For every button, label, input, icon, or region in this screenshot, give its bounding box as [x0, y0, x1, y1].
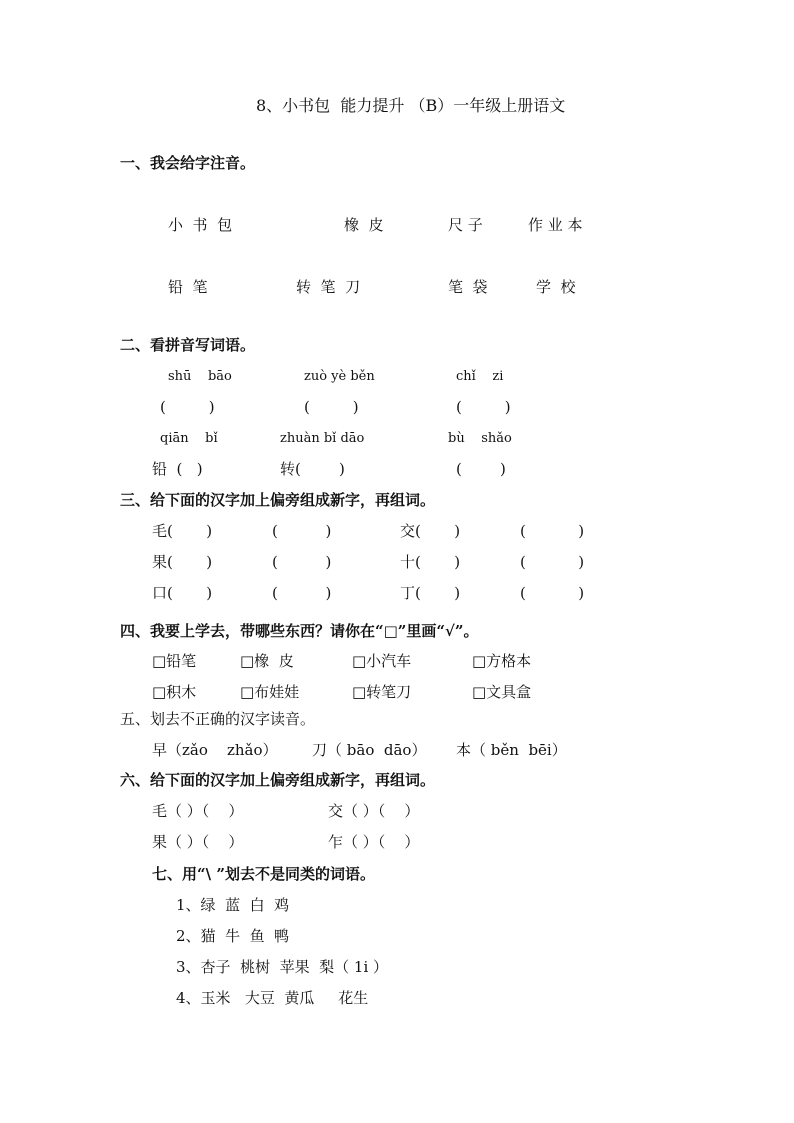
- pinyin: zhuàn bǐ dāo: [280, 431, 365, 446]
- checkbox-item[interactable]: □文具盒: [472, 683, 532, 701]
- checkbox-item[interactable]: □布娃娃: [240, 683, 300, 701]
- section-4-heading: 四、我要上学去，带哪些东西？请你在“□”里画“√”。: [120, 622, 479, 640]
- section-5-heading: 五、划去不正确的汉字读音。: [120, 710, 316, 728]
- checkbox-item[interactable]: □方格本: [472, 652, 532, 670]
- s5-item[interactable]: 早（zǎo zhǎo）: [152, 741, 278, 759]
- checkbox-item[interactable]: □转笔刀: [352, 683, 412, 701]
- s1-word: 橡 皮: [344, 216, 384, 234]
- s3-cell[interactable]: ( ): [520, 584, 585, 602]
- s5-item[interactable]: 刀（ bāo dāo）: [312, 741, 427, 759]
- s6-cell[interactable]: 果（ ）（ ）: [152, 833, 244, 851]
- page-title: 8、小书包 能力提升 （B）一年级上册语文: [256, 96, 566, 115]
- answer-blank[interactable]: ( ): [456, 460, 506, 478]
- checkbox-item[interactable]: □小汽车: [352, 652, 412, 670]
- s3-cell[interactable]: ( ): [272, 584, 332, 602]
- s3-cell[interactable]: ( ): [272, 553, 332, 571]
- section-1-heading: 一、我会给字注音。: [120, 154, 256, 172]
- s3-cell[interactable]: 口( ): [152, 584, 213, 602]
- pinyin: chǐ zi: [456, 369, 504, 384]
- checkbox-item[interactable]: □积木: [152, 683, 197, 701]
- answer-blank[interactable]: 铅 ( ): [152, 460, 203, 478]
- pinyin: qiān bǐ: [160, 431, 218, 446]
- section-7-heading: 七、用“\ ”划去不是同类的词语。: [152, 865, 375, 883]
- s3-cell[interactable]: 十( ): [400, 553, 461, 571]
- s7-item[interactable]: 1、绿 蓝 白 鸡: [176, 896, 290, 914]
- s3-cell[interactable]: 丁( ): [400, 584, 461, 602]
- s6-cell[interactable]: 乍（ ）（ ）: [328, 833, 420, 851]
- s3-cell[interactable]: ( ): [520, 553, 585, 571]
- s6-cell[interactable]: 交（ ）（ ）: [328, 802, 420, 820]
- s7-item[interactable]: 2、猫 牛 鱼 鸭: [176, 927, 290, 945]
- s1-word: 尺 子: [448, 216, 483, 234]
- checkbox-item[interactable]: □橡 皮: [240, 652, 294, 670]
- section-2-heading: 二、看拼音写词语。: [120, 336, 256, 354]
- s3-cell[interactable]: 交( ): [400, 522, 461, 540]
- s1-word: 转 笔 刀: [296, 278, 361, 296]
- answer-blank[interactable]: ( ): [456, 398, 511, 416]
- s6-cell[interactable]: 毛（ ）（ ）: [152, 802, 244, 820]
- section-3-heading: 三、给下面的汉字加上偏旁组成新字，再组词。: [120, 491, 436, 509]
- s1-word: 作 业 本: [528, 216, 583, 234]
- answer-blank[interactable]: ( ): [304, 398, 359, 416]
- s7-item[interactable]: 4、玉米 大豆 黄瓜 花生: [176, 989, 369, 1007]
- s1-word: 学 校: [536, 278, 576, 296]
- s3-cell[interactable]: 果( ): [152, 553, 213, 571]
- pinyin: bù shǎo: [448, 431, 512, 446]
- s1-word: 铅 笔: [168, 278, 208, 296]
- s3-cell[interactable]: ( ): [520, 522, 585, 540]
- s3-cell[interactable]: 毛( ): [152, 522, 213, 540]
- s3-cell[interactable]: ( ): [272, 522, 332, 540]
- s5-item[interactable]: 本（ běn bēi）: [456, 741, 567, 759]
- s1-word: 笔 袋: [448, 278, 488, 296]
- pinyin: zuò yè běn: [304, 369, 375, 384]
- s7-item[interactable]: 3、杏子 桃树 苹果 梨（ 1i ）: [176, 958, 389, 976]
- s1-word: 小 书 包: [168, 216, 233, 234]
- answer-blank[interactable]: ( ): [160, 398, 215, 416]
- checkbox-item[interactable]: □铅笔: [152, 652, 197, 670]
- answer-blank[interactable]: 转( ): [280, 460, 345, 478]
- pinyin: shū bāo: [168, 369, 232, 384]
- section-6-heading: 六、给下面的汉字加上偏旁组成新字，再组词。: [120, 771, 436, 789]
